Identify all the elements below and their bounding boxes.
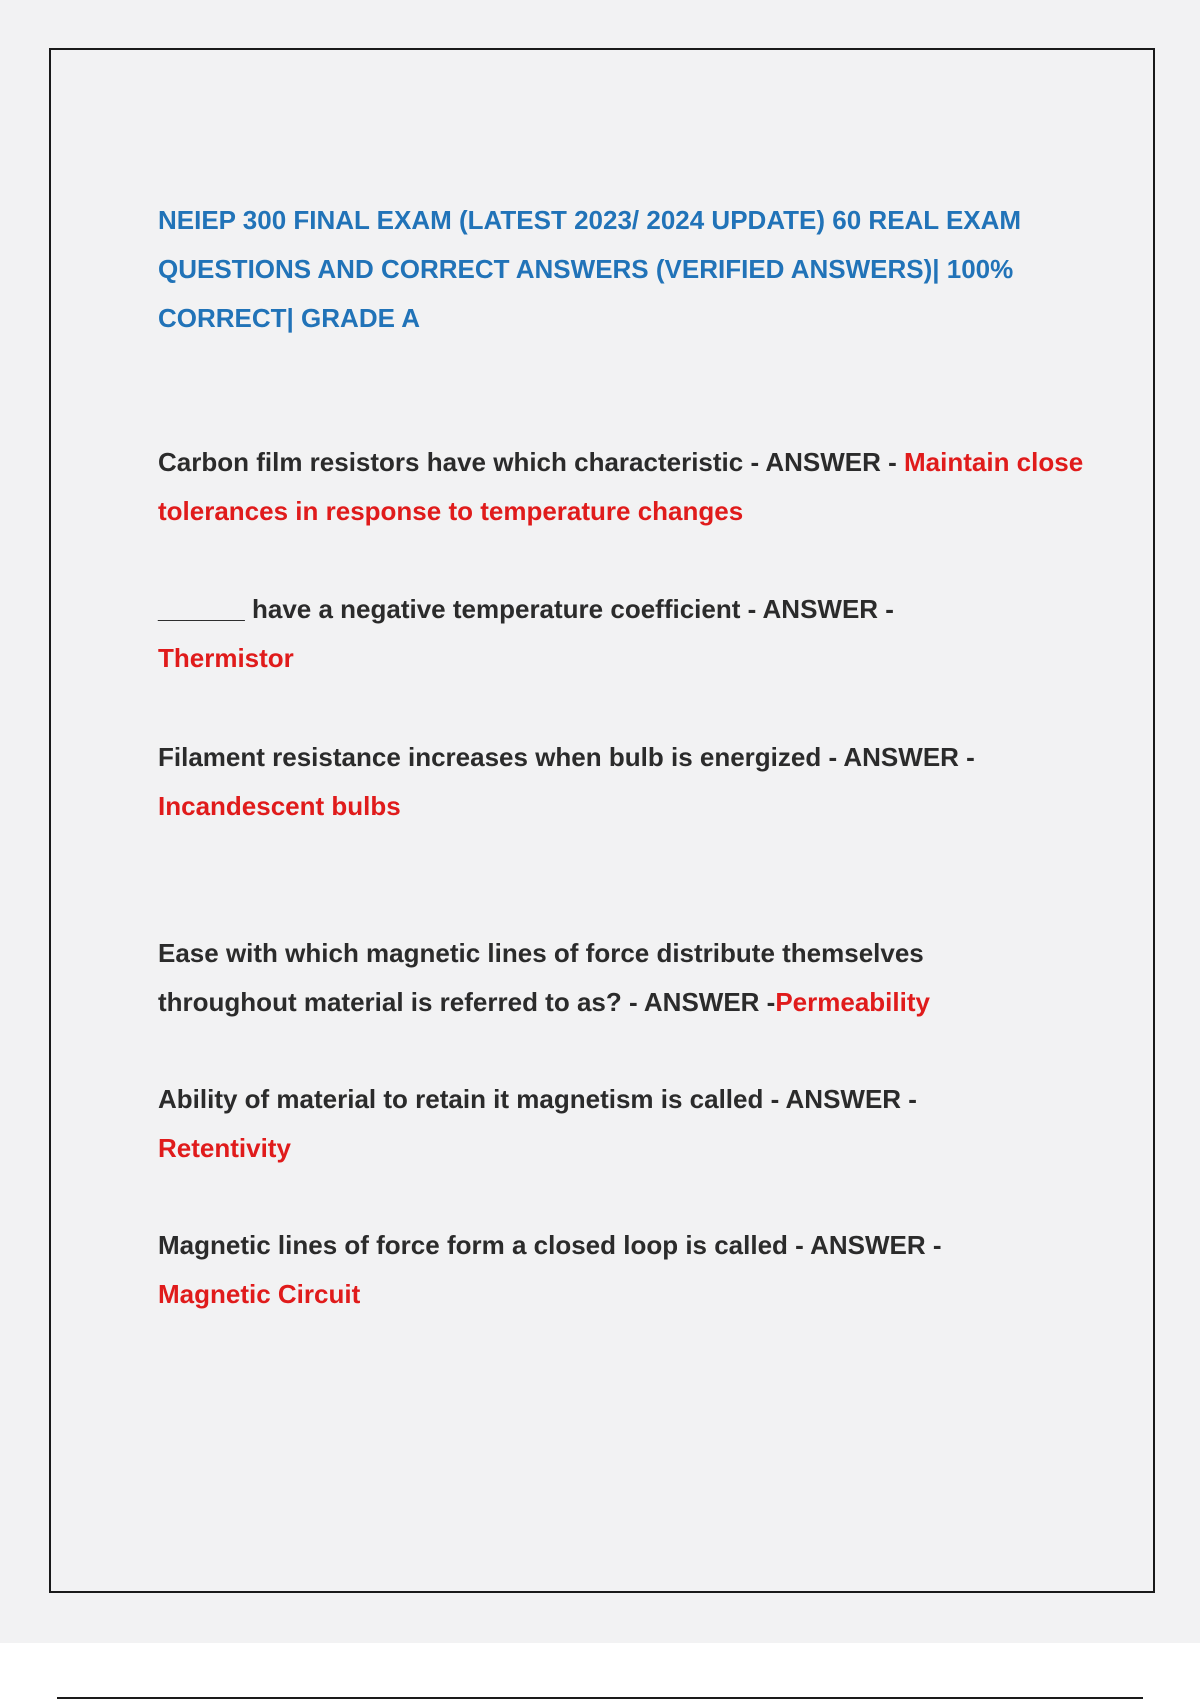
qa-item bbox=[158, 929, 1038, 1027]
qa-item bbox=[158, 733, 1098, 831]
answer-text: Permeability bbox=[775, 987, 930, 1017]
question-text: Ease with which magnetic lines of force distribute themselves throughout material is referred to as? - ANSWER - bbox=[158, 938, 924, 1017]
next-page-strip bbox=[0, 1643, 1200, 1700]
question-text: Carbon film resistors have which characteristic - ANSWER - bbox=[158, 447, 905, 477]
next-page-rule bbox=[57, 1697, 1143, 1699]
answer-text: Retentivity bbox=[158, 1133, 291, 1163]
qa-item bbox=[158, 1075, 1098, 1173]
qa-item bbox=[158, 1221, 1098, 1319]
document-title: NEIEP 300 FINAL EXAM (LATEST 2023/ 2024 UPDATE) 60 REAL EXAM QUESTIONS AND CORRECT ANSWERS (VERIFIED ANSWERS)| 100% CORRECT| GRADE A bbox=[158, 205, 1022, 333]
answer-text: Maintain close tolerances in response to temperature changes bbox=[158, 447, 1084, 526]
answer-text: Magnetic Circuit bbox=[158, 1279, 361, 1309]
question-text: Magnetic lines of force form a closed loop is called - ANSWER - bbox=[158, 1230, 942, 1260]
question-text: Filament resistance increases when bulb is energized - ANSWER - bbox=[158, 742, 975, 772]
qa-item bbox=[158, 438, 1098, 536]
question-text: ______ have a negative temperature coefficient - ANSWER - bbox=[158, 594, 894, 624]
question-text: Ability of material to retain it magnetism is called - ANSWER - bbox=[158, 1084, 917, 1114]
qa-item bbox=[158, 585, 1098, 683]
answer-text: Thermistor bbox=[158, 643, 294, 673]
answer-text: Incandescent bulbs bbox=[158, 791, 401, 821]
